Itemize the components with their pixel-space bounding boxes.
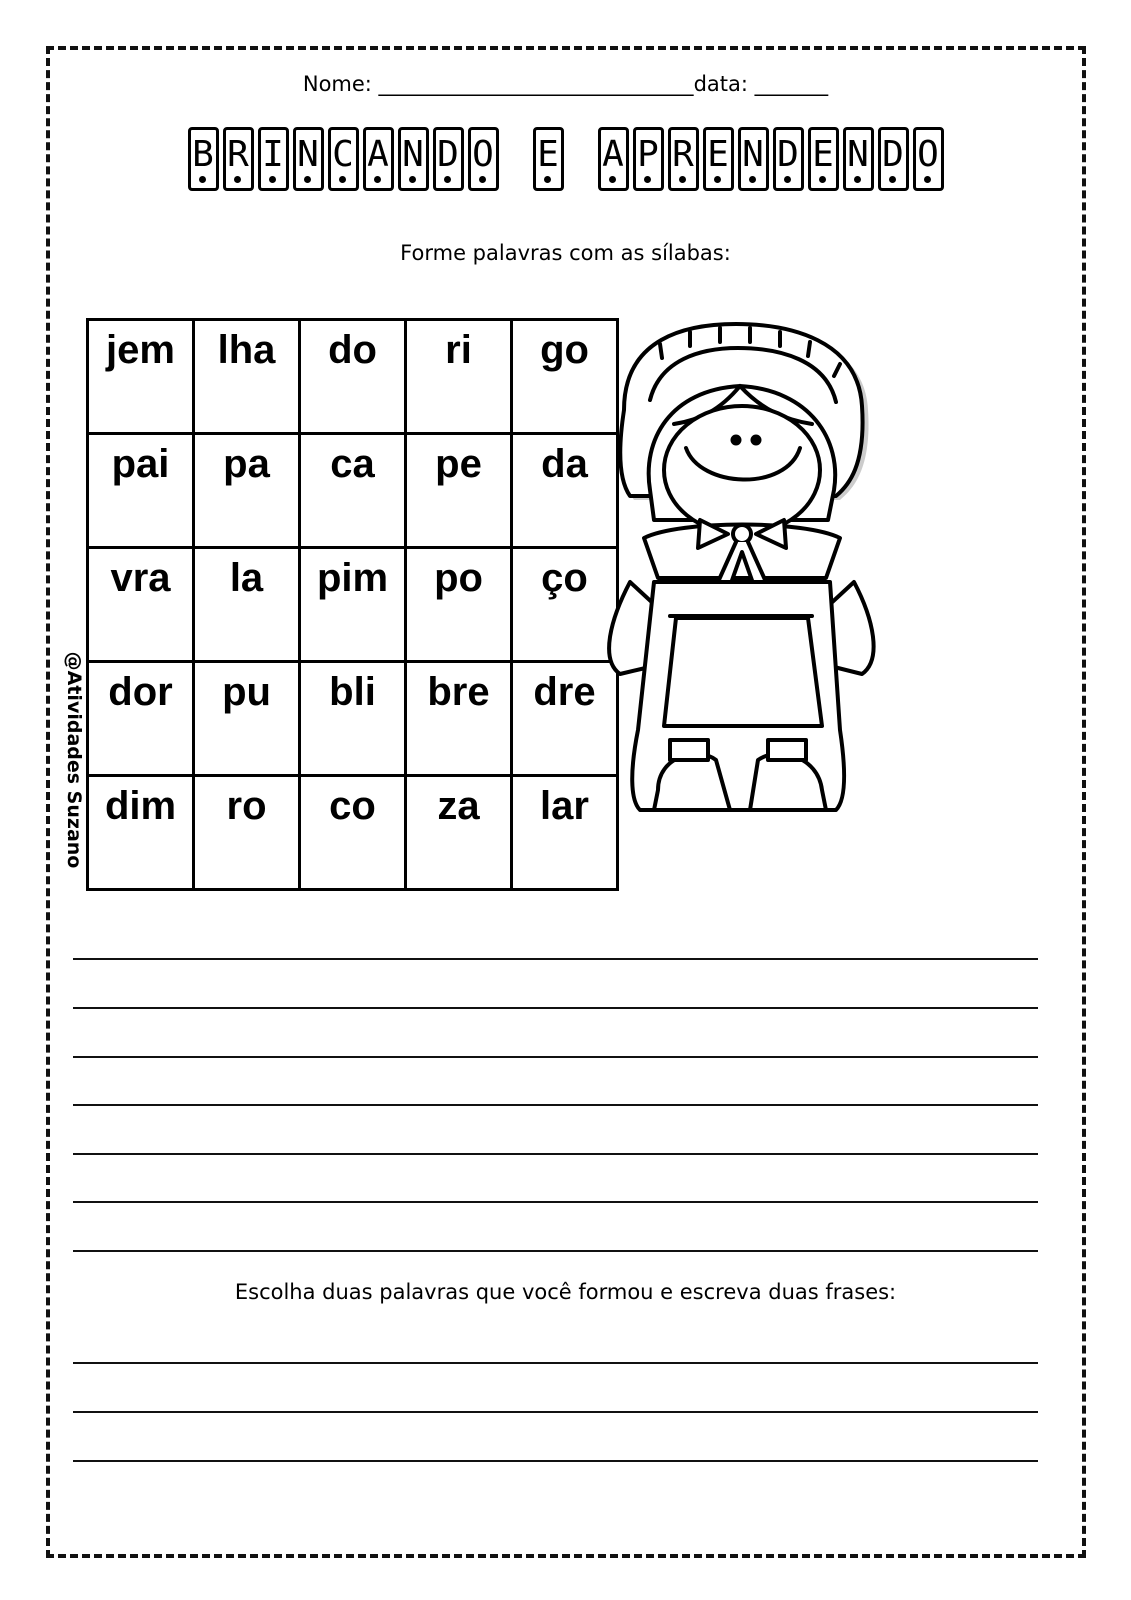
syllable-text: vra	[110, 556, 171, 600]
syllable-text: pim	[316, 556, 389, 600]
tile-dot	[339, 176, 346, 183]
title-letter-tile	[363, 127, 394, 191]
title-letter: R	[227, 134, 249, 175]
title-letter-tile	[773, 127, 804, 191]
title-letter-tile	[633, 127, 664, 191]
tile-dot	[609, 176, 616, 183]
syllable-text: pai	[111, 442, 170, 486]
syllable-text: pa	[223, 442, 270, 486]
syllable-text: dor	[108, 670, 173, 714]
title-letter: N	[742, 134, 764, 175]
syllable-cell	[194, 662, 300, 776]
date-field-label: data: _______	[693, 72, 829, 96]
tile-dot	[854, 176, 861, 183]
tile-dot	[749, 176, 756, 183]
title-letter: R	[672, 134, 694, 175]
syllable-text: dim	[104, 784, 177, 828]
syllable-text: za	[437, 784, 480, 828]
syllable-cell	[300, 776, 406, 890]
title-letter: E	[537, 134, 559, 175]
title-letter: B	[192, 134, 214, 175]
writing-line[interactable]	[73, 1460, 1038, 1462]
writing-line[interactable]	[73, 1007, 1038, 1009]
title-letter-tile	[533, 127, 564, 191]
syllable-text: dre	[533, 670, 596, 714]
syllable-cell	[300, 662, 406, 776]
syllable-cell	[406, 662, 512, 776]
title-letter: P	[637, 134, 659, 175]
grid-row	[88, 776, 618, 890]
syllable-cell	[194, 320, 300, 434]
syllable-text: lha	[217, 328, 276, 372]
tile-dot	[714, 176, 721, 183]
title-letter: N	[847, 134, 869, 175]
syllable-text: ro	[226, 784, 267, 828]
title-letter-tile	[468, 127, 499, 191]
title-letter-tile	[878, 127, 909, 191]
title-letter-tile	[668, 127, 699, 191]
writing-line[interactable]	[73, 1201, 1038, 1203]
syllable-cell	[300, 548, 406, 662]
tile-dot	[269, 176, 276, 183]
writing-line[interactable]	[73, 1153, 1038, 1155]
watermark	[62, 645, 86, 875]
title-letter: D	[437, 134, 459, 175]
syllable-cell	[88, 320, 194, 434]
writing-line[interactable]	[73, 1250, 1038, 1252]
title-letter: E	[707, 134, 729, 175]
title-letter: O	[472, 134, 494, 175]
syllable-text: la	[229, 556, 264, 600]
syllable-text: da	[541, 442, 588, 486]
writing-line[interactable]	[73, 1362, 1038, 1364]
tile-dot	[409, 176, 416, 183]
grid-row	[88, 434, 618, 548]
title-letter: N	[402, 134, 424, 175]
syllable-cell	[406, 320, 512, 434]
title-letter-tile	[913, 127, 944, 191]
syllable-text: ço	[541, 556, 588, 600]
title-letter: O	[917, 134, 939, 175]
syllable-text: do	[328, 328, 377, 372]
tile-dot	[889, 176, 896, 183]
syllable-grid	[86, 318, 619, 891]
watermark-text: @Atividades Suzano	[63, 651, 85, 869]
syllable-text: go	[540, 328, 589, 372]
syllable-cell	[194, 434, 300, 548]
grid-row	[88, 320, 618, 434]
title-letter: D	[777, 134, 799, 175]
title-letter-tile	[738, 127, 769, 191]
title-letter-tile	[223, 127, 254, 191]
title-letter-tile	[598, 127, 629, 191]
title-letter-tile	[188, 127, 219, 191]
syllable-text: bre	[427, 670, 490, 714]
tile-dot	[784, 176, 791, 183]
girl-illustration	[590, 320, 880, 840]
syllable-cell	[88, 548, 194, 662]
syllable-cell	[406, 776, 512, 890]
title-letter: D	[882, 134, 904, 175]
name-field-label: Nome: ______________________________	[302, 72, 694, 96]
syllable-cell	[406, 434, 512, 548]
tile-dot	[544, 176, 551, 183]
tile-dot	[234, 176, 241, 183]
tile-dot	[819, 176, 826, 183]
syllable-cell	[300, 320, 406, 434]
tile-dot	[924, 176, 931, 183]
title-letter: N	[297, 134, 319, 175]
syllable-cell	[406, 548, 512, 662]
title-letter-tile	[433, 127, 464, 191]
title-letter-tile	[843, 127, 874, 191]
tile-dot	[644, 176, 651, 183]
instruction-sentences: Escolha duas palavras que você formou e escreva duas frases:	[234, 1280, 897, 1304]
syllable-cell	[300, 434, 406, 548]
worksheet-title	[0, 127, 1131, 191]
writing-line[interactable]	[73, 958, 1038, 960]
title-letter: C	[332, 134, 354, 175]
tile-dot	[304, 176, 311, 183]
title-letter: E	[812, 134, 834, 175]
syllable-text: jem	[106, 328, 175, 372]
tile-dot	[479, 176, 486, 183]
title-letter: A	[602, 134, 624, 175]
header	[0, 72, 1131, 96]
syllable-cell	[88, 434, 194, 548]
syllable-text: po	[434, 556, 483, 600]
syllable-cell	[194, 776, 300, 890]
tile-dot	[444, 176, 451, 183]
title-letter: A	[367, 134, 389, 175]
writing-line[interactable]	[73, 1104, 1038, 1106]
title-letter-tile	[398, 127, 429, 191]
title-letter-tile	[703, 127, 734, 191]
title-letter-tile	[293, 127, 324, 191]
tile-dot	[679, 176, 686, 183]
syllable-cell	[88, 776, 194, 890]
syllable-cell	[194, 548, 300, 662]
writing-line[interactable]	[73, 1056, 1038, 1058]
title-letter-tile	[328, 127, 359, 191]
title-letter: I	[262, 134, 284, 175]
grid-row	[88, 662, 618, 776]
grid-row	[88, 548, 618, 662]
instruction-syllables: Forme palavras com as sílabas:	[400, 241, 731, 265]
title-letter-tile	[808, 127, 839, 191]
syllable-text: pu	[222, 670, 271, 714]
syllable-text: ri	[445, 328, 472, 372]
syllable-text: pe	[435, 442, 482, 486]
tile-dot	[199, 176, 206, 183]
tile-dot	[374, 176, 381, 183]
syllable-text: lar	[540, 784, 589, 828]
syllable-text: co	[329, 784, 376, 828]
writing-line[interactable]	[73, 1411, 1038, 1413]
syllable-text: ca	[330, 442, 375, 486]
title-letter-tile	[258, 127, 289, 191]
syllable-cell	[88, 662, 194, 776]
syllable-text: bli	[329, 670, 376, 714]
